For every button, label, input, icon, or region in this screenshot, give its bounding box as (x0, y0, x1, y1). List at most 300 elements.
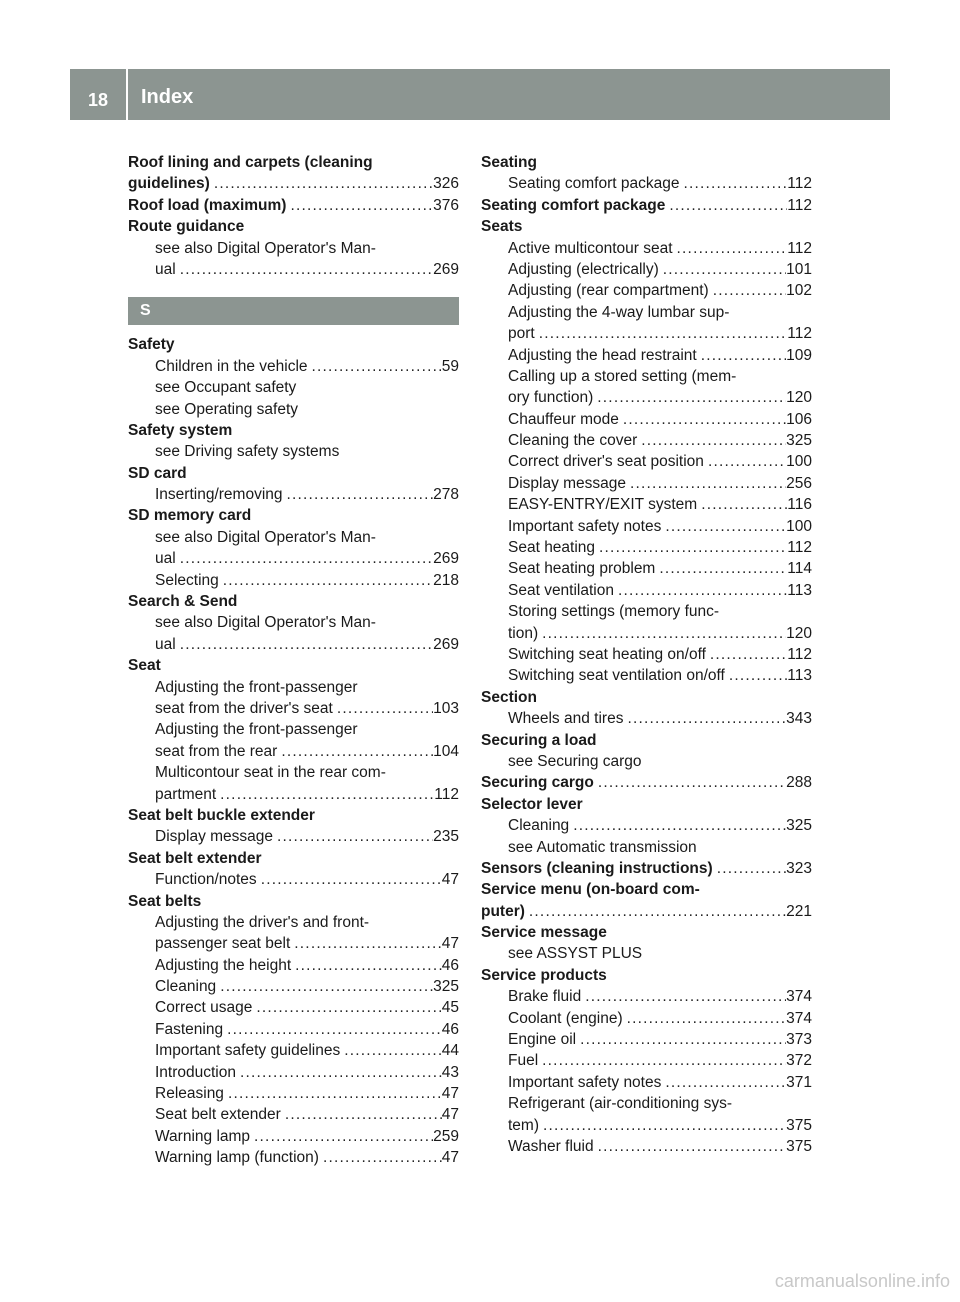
page-ref: 374 (786, 988, 812, 1006)
entry-text: Roof lining and carpets (cleaning (128, 154, 373, 171)
index-entry (128, 891, 459, 912)
index-entry (128, 173, 459, 194)
page-ref: 112 (434, 785, 459, 803)
index-subentry (128, 377, 459, 398)
index-subentry (481, 409, 812, 430)
entry-text: Seat ventilation (508, 581, 614, 599)
leader-dots (665, 195, 787, 216)
entry-text: see also Digital Operator's Man- (155, 528, 376, 546)
entry-text: Seating (481, 154, 537, 171)
page-ref: 326 (433, 175, 459, 193)
index-entry (481, 858, 812, 879)
page-ref: 120 (786, 389, 812, 407)
index-entry (481, 152, 812, 173)
entry-text: ory function) (508, 389, 594, 407)
index-subentry (481, 387, 812, 408)
index-subentry (481, 494, 812, 515)
leader-dots (594, 1136, 787, 1157)
page-ref: 100 (786, 517, 812, 535)
entry-text: Washer fluid (508, 1137, 594, 1155)
page-ref: 375 (786, 1137, 812, 1155)
page-ref: 325 (433, 978, 459, 996)
entry-text: Releasing (155, 1085, 224, 1103)
index-subentry (481, 644, 812, 665)
index-entry (481, 965, 812, 986)
entry-text: passenger seat belt (155, 935, 291, 953)
entry-text: Wheels and tires (508, 710, 624, 728)
page-ref: 44 (441, 1042, 459, 1060)
index-entry (481, 730, 812, 751)
entry-text: EASY-ENTRY/EXIT system (508, 496, 698, 514)
leader-dots (593, 387, 786, 408)
leader-dots (273, 826, 433, 847)
entry-text: Adjusting (electrically) (508, 260, 659, 278)
index-subentry (481, 986, 812, 1007)
index-subentry (481, 943, 812, 964)
page-ref: 112 (787, 175, 812, 193)
entry-text: Service menu (on-board com- (481, 881, 700, 899)
leader-dots (283, 484, 434, 505)
entry-text: Cleaning the cover (508, 432, 638, 450)
page-ref: 113 (787, 581, 812, 599)
page-ref: 112 (787, 539, 812, 557)
leader-dots (252, 997, 441, 1018)
leader-dots (626, 473, 786, 494)
index-entry (128, 805, 459, 826)
entry-text: Seat belts (128, 892, 202, 910)
page-ref: 46 (441, 1020, 459, 1038)
entry-text: ual (155, 635, 176, 653)
entry-text: Seating comfort package (481, 196, 666, 214)
index-subentry (128, 1019, 459, 1040)
page-ref: 113 (787, 667, 812, 685)
leader-dots (308, 356, 442, 377)
index-subentry (481, 302, 812, 323)
index-entry (128, 420, 459, 441)
index-column-left (128, 152, 459, 1169)
index-subentry (481, 1029, 812, 1050)
entry-text: Correct usage (155, 999, 253, 1017)
page-ref: 101 (786, 260, 812, 278)
page-ref: 374 (786, 1009, 812, 1027)
index-subentry (481, 1072, 812, 1093)
entry-text: Seats (481, 218, 523, 236)
leader-dots (176, 259, 433, 280)
page-ref: 278 (433, 486, 459, 504)
index-subentry (481, 580, 812, 601)
index-subentry (128, 677, 459, 698)
leader-dots (581, 986, 786, 1007)
index-subentry (481, 323, 812, 344)
entry-text: Adjusting the head restraint (508, 346, 697, 364)
index-subentry (481, 837, 812, 858)
index-entry (481, 216, 812, 237)
index-subentry (481, 1050, 812, 1071)
entry-text: guidelines) (128, 175, 210, 193)
index-subentry (128, 955, 459, 976)
entry-text: Brake fluid (508, 988, 582, 1006)
page-ref: 373 (786, 1031, 812, 1049)
index-subentry (128, 548, 459, 569)
leader-dots (250, 1126, 433, 1147)
index-subentry (481, 345, 812, 366)
leader-dots (614, 580, 787, 601)
page-ref: 372 (786, 1052, 812, 1070)
entry-text: Sensors (cleaning instructions) (481, 859, 713, 877)
page-ref: 343 (786, 710, 812, 728)
leader-dots (333, 698, 433, 719)
entry-text: seat from the rear (155, 742, 278, 760)
page-ref: 112 (787, 645, 812, 663)
index-subentry (128, 869, 459, 890)
index-subentry (128, 826, 459, 847)
index-subentry (481, 473, 812, 494)
entry-text: see ASSYST PLUS (508, 945, 643, 963)
page-number: 18 (87, 90, 109, 110)
entry-text: Refrigerant (air-conditioning sys- (508, 1095, 732, 1113)
index-entry (128, 463, 459, 484)
index-subentry (128, 762, 459, 783)
index-subentry (128, 784, 459, 805)
index-subentry (481, 623, 812, 644)
leader-dots (539, 1115, 786, 1136)
entry-text: tem) (508, 1116, 539, 1134)
index-subentry (481, 708, 812, 729)
entry-text: Adjusting the 4-way lumbar sup- (508, 303, 730, 321)
entry-text: Search & Send (128, 593, 238, 611)
index-entry (481, 901, 812, 922)
index-subentry (128, 976, 459, 997)
index-subentry (481, 1008, 812, 1029)
index-subentry (481, 558, 812, 579)
index-entry (128, 152, 459, 173)
entry-text: Important safety notes (508, 1073, 662, 1091)
index-subentry (128, 634, 459, 655)
entry-text: Fuel (508, 1052, 539, 1070)
page-ref: 112 (787, 325, 812, 343)
entry-text: Introduction (155, 1063, 236, 1081)
index-subentry (481, 366, 812, 387)
index-entries-r (128, 152, 459, 280)
page-ref: 112 (787, 196, 812, 214)
index-entries-s (128, 334, 459, 1168)
page-ref: 59 (441, 357, 459, 375)
leader-dots (673, 238, 788, 259)
entry-text: SD card (128, 464, 187, 482)
entry-text: see Securing cargo (508, 752, 642, 770)
leader-dots (569, 815, 786, 836)
page-ref: 371 (786, 1073, 812, 1091)
index-column-right (481, 152, 812, 1157)
page-ref: 288 (786, 774, 812, 792)
entry-text: Fastening (155, 1020, 224, 1038)
leader-dots (210, 173, 433, 194)
page-ref: 109 (786, 346, 812, 364)
entry-text: Children in the vehicle (155, 357, 308, 375)
index-subentry (128, 1104, 459, 1125)
entry-text: Important safety guidelines (155, 1042, 341, 1060)
entry-text: Display message (155, 828, 274, 846)
entry-text: Securing cargo (481, 774, 594, 792)
index-subentry (481, 1136, 812, 1157)
index-subentry (128, 399, 459, 420)
index-subentry (481, 280, 812, 301)
page-ref: 235 (433, 828, 459, 846)
leader-dots (319, 1147, 442, 1168)
leader-dots (538, 1050, 786, 1071)
index-subentry (481, 601, 812, 622)
section-header-s: S (128, 297, 459, 325)
index-subentry (128, 570, 459, 591)
index-entry (128, 334, 459, 355)
index-entry (481, 772, 812, 793)
index-subentry (128, 527, 459, 548)
index-entry (481, 687, 812, 708)
index-entry (481, 879, 812, 900)
leader-dots (277, 741, 433, 762)
page-ref: 325 (786, 817, 812, 835)
entry-text: Selecting (155, 571, 219, 589)
leader-dots (219, 570, 433, 591)
index-subentry (128, 997, 459, 1018)
entry-text: Service message (481, 924, 607, 942)
leader-dots (619, 409, 786, 430)
page-ref: 47 (441, 1149, 459, 1167)
leader-dots (525, 901, 786, 922)
page-ref: 112 (787, 239, 812, 257)
index-entry (128, 655, 459, 676)
page-ref: 218 (433, 571, 459, 589)
page-ref: 269 (433, 550, 459, 568)
page-ref: 376 (433, 196, 459, 214)
index-entry (128, 505, 459, 526)
leader-dots (340, 1040, 442, 1061)
leader-dots (725, 665, 787, 686)
index-entry (128, 195, 459, 216)
index-entry (481, 195, 812, 216)
index-subentry (128, 356, 459, 377)
leader-dots (176, 634, 433, 655)
index-subentry (128, 441, 459, 462)
leader-dots (576, 1029, 786, 1050)
entry-text: Service products (481, 966, 607, 984)
page-ref: 47 (441, 871, 459, 889)
entry-text: see also Digital Operator's Man- (155, 239, 376, 257)
page-ref: 114 (787, 560, 812, 578)
entry-text: Display message (508, 474, 627, 492)
page-ref: 221 (786, 902, 812, 920)
leader-dots (236, 1062, 442, 1083)
index-subentry (481, 1093, 812, 1114)
index-subentry (128, 1126, 459, 1147)
index-subentry (128, 933, 459, 954)
entry-text: port (508, 325, 535, 343)
index-entry (481, 794, 812, 815)
index-subentry (128, 1147, 459, 1168)
entry-text: Safety system (128, 421, 233, 439)
index-entries-s-continued (481, 152, 812, 1157)
leader-dots (713, 858, 786, 879)
entry-text: Switching seat ventilation on/off (508, 667, 725, 685)
entry-text: Section (481, 688, 537, 706)
leader-dots (704, 451, 786, 472)
page-ref: 375 (786, 1116, 812, 1134)
entry-text: Cleaning (508, 817, 570, 835)
leader-dots (697, 345, 786, 366)
leader-dots (595, 537, 787, 558)
index-entry (128, 591, 459, 612)
entry-text: Roof load (maximum) (128, 196, 287, 214)
watermark: carmanualsonline.info (774, 1271, 950, 1291)
entry-text: Important safety notes (508, 517, 662, 535)
entry-text: Securing a load (481, 731, 597, 749)
leader-dots (535, 323, 788, 344)
leader-dots (679, 173, 787, 194)
index-entry (128, 848, 459, 869)
index-subentry (481, 430, 812, 451)
entry-text: SD memory card (128, 507, 252, 525)
index-subentry (128, 719, 459, 740)
entry-text: Seat (128, 657, 161, 675)
leader-dots (637, 430, 786, 451)
entry-text: Correct driver's seat position (508, 453, 704, 471)
index-subentry (128, 1040, 459, 1061)
entry-text: Storing settings (memory func- (508, 603, 720, 621)
entry-text: Adjusting the front-passenger (155, 678, 358, 696)
index-entry (128, 216, 459, 237)
leader-dots (623, 708, 786, 729)
index-subentry (481, 1115, 812, 1136)
entry-text: Seat heating (508, 539, 596, 557)
leader-dots (538, 623, 786, 644)
page-ref: 103 (433, 699, 459, 717)
leader-dots (594, 772, 786, 793)
page-ref: 47 (441, 935, 459, 953)
leader-dots (706, 644, 787, 665)
leader-dots (176, 548, 433, 569)
entry-text: Cleaning (155, 978, 217, 996)
entry-text: Warning lamp (155, 1127, 251, 1145)
page-title: Index (141, 86, 194, 108)
entry-text: Function/notes (155, 871, 257, 889)
entry-text: Calling up a stored setting (mem- (508, 367, 737, 385)
entry-text: Multicontour seat in the rear com- (155, 764, 386, 782)
leader-dots (661, 516, 786, 537)
entry-text: Coolant (engine) (508, 1009, 623, 1027)
entry-text: see Occupant safety (155, 379, 297, 397)
entry-text: Seat belt buckle extender (128, 806, 315, 824)
index-subentry (481, 815, 812, 836)
page-ref: 104 (433, 742, 459, 760)
page-ref: 100 (786, 453, 812, 471)
page-ref: 45 (441, 999, 459, 1017)
index-subentry (128, 484, 459, 505)
leader-dots (257, 869, 442, 890)
leader-dots (223, 1019, 442, 1040)
entry-text: Inserting/removing (155, 486, 283, 504)
entry-text: partment (155, 785, 217, 803)
page-ref: 256 (786, 474, 812, 492)
index-entry (481, 922, 812, 943)
page-ref: 259 (433, 1127, 459, 1145)
page-ref: 47 (441, 1085, 459, 1103)
index-subentry (481, 537, 812, 558)
entry-text: ual (155, 550, 176, 568)
leader-dots (709, 280, 786, 301)
page-ref: 106 (786, 410, 812, 428)
entry-text: see also Digital Operator's Man- (155, 614, 376, 632)
leader-dots (661, 1072, 786, 1093)
entry-text: Seat heating problem (508, 560, 656, 578)
leader-dots (659, 259, 786, 280)
index-subentry (481, 751, 812, 772)
leader-dots (281, 1104, 442, 1125)
page-ref: 43 (441, 1063, 459, 1081)
entry-text: seat from the driver's seat (155, 699, 333, 717)
page-ref: 269 (433, 260, 459, 278)
page-ref: 102 (786, 282, 812, 300)
header-divider (126, 69, 128, 120)
entry-text: Seat belt extender (155, 1106, 281, 1124)
index-subentry (128, 238, 459, 259)
entry-text: Adjusting (rear compartment) (508, 282, 709, 300)
page-ref: 116 (787, 496, 812, 514)
entry-text: Warning lamp (function) (155, 1149, 319, 1167)
index-subentry (481, 665, 812, 686)
index-subentry (128, 1083, 459, 1104)
entry-text: ual (155, 260, 176, 278)
index-subentry (128, 912, 459, 933)
entry-text: Selector lever (481, 795, 583, 813)
leader-dots (290, 933, 441, 954)
entry-text: see Operating safety (155, 400, 299, 418)
page-ref: 46 (441, 956, 459, 974)
index-subentry (481, 516, 812, 537)
leader-dots (655, 558, 787, 579)
index-subentry (128, 698, 459, 719)
entry-text: Active multicontour seat (508, 239, 673, 257)
page-ref: 269 (433, 635, 459, 653)
entry-text: Adjusting the driver's and front- (155, 913, 370, 931)
index-subentry (128, 259, 459, 280)
leader-dots (216, 976, 433, 997)
index-subentry (128, 612, 459, 633)
page-ref: 325 (786, 432, 812, 450)
leader-dots (286, 195, 433, 216)
index-subentry (481, 173, 812, 194)
leader-dots (224, 1083, 442, 1104)
entry-text: Seating comfort package (508, 175, 680, 193)
entry-text: Route guidance (128, 218, 245, 236)
index-subentry (128, 1062, 459, 1083)
entry-text: puter) (481, 902, 525, 920)
leader-dots (291, 955, 442, 976)
index-subentry (481, 259, 812, 280)
entry-text: Chauffeur mode (508, 410, 619, 428)
page-ref: 120 (786, 624, 812, 642)
entry-text: Seat belt extender (128, 849, 262, 867)
entry-text: Engine oil (508, 1031, 577, 1049)
entry-text: Adjusting the height (155, 956, 292, 974)
leader-dots (697, 494, 787, 515)
entry-text: Adjusting the front-passenger (155, 721, 358, 739)
index-subentry (481, 238, 812, 259)
entry-text: tion) (508, 624, 539, 642)
leader-dots (216, 784, 434, 805)
page-ref: 47 (441, 1106, 459, 1124)
entry-text: Switching seat heating on/off (508, 645, 706, 663)
entry-text: see Automatic transmission (508, 838, 697, 856)
